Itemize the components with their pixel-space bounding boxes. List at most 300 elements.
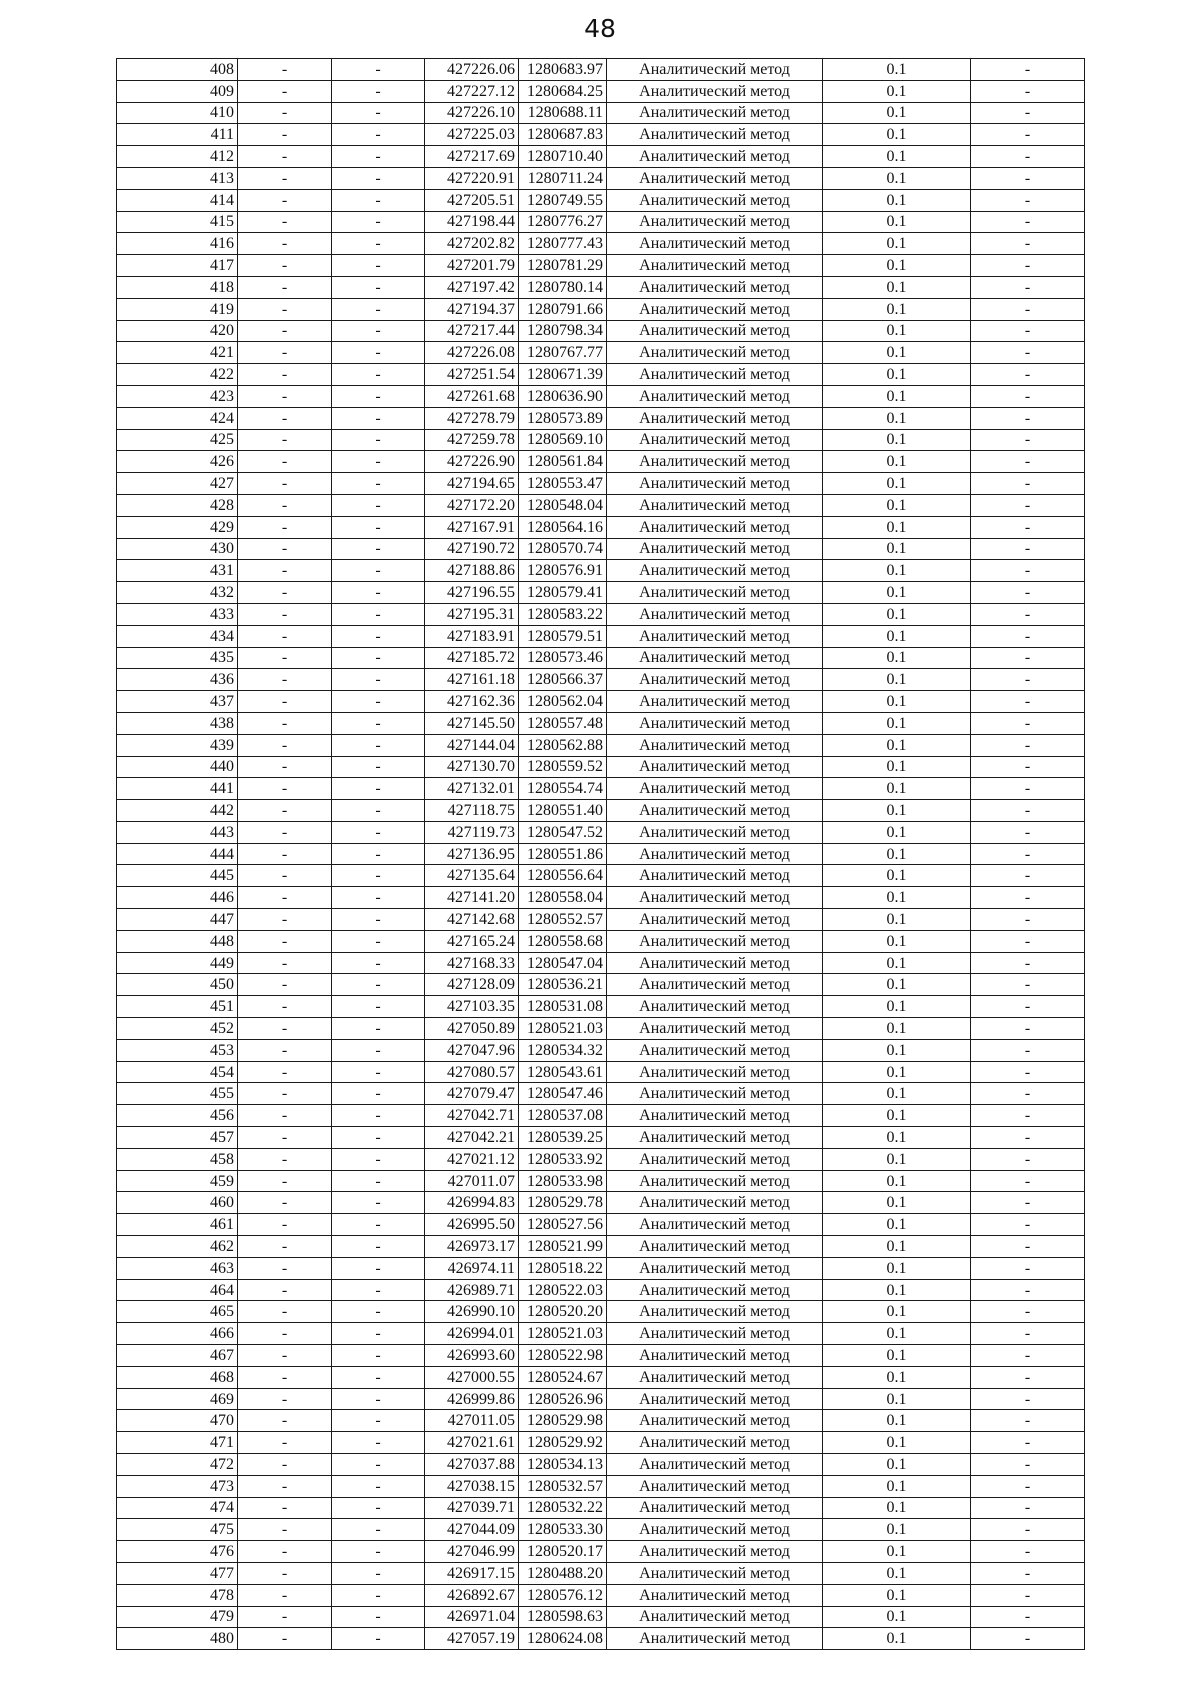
y-coordinate-cell: 1280522.03 [519,1279,607,1301]
old-y-cell: - [332,800,425,822]
x-coordinate-cell: 427165.24 [425,930,519,952]
y-coordinate-cell: 1280551.86 [519,843,607,865]
x-coordinate-cell: 426990.10 [425,1301,519,1323]
description-cell: - [971,582,1085,604]
accuracy-cell: 0.1 [823,80,971,102]
accuracy-cell: 0.1 [823,1388,971,1410]
method-cell: Аналитический метод [607,1301,823,1323]
point-number-cell: 473 [117,1475,238,1497]
y-coordinate-cell: 1280780.14 [519,276,607,298]
accuracy-cell: 0.1 [823,146,971,168]
point-number-cell: 419 [117,298,238,320]
old-y-cell: - [332,1257,425,1279]
x-coordinate-cell: 427197.42 [425,276,519,298]
x-coordinate-cell: 427119.73 [425,821,519,843]
y-coordinate-cell: 1280564.16 [519,516,607,538]
old-x-cell: - [238,909,332,931]
old-x-cell: - [238,102,332,124]
method-cell: Аналитический метод [607,1497,823,1519]
accuracy-cell: 0.1 [823,887,971,909]
old-x-cell: - [238,342,332,364]
table-row [117,429,1085,451]
table-row [117,407,1085,429]
old-x-cell: - [238,1562,332,1584]
old-x-cell: - [238,516,332,538]
accuracy-cell: 0.1 [823,952,971,974]
method-cell: Аналитический метод [607,1432,823,1454]
x-coordinate-cell: 427227.12 [425,80,519,102]
description-cell: - [971,734,1085,756]
y-coordinate-cell: 1280624.08 [519,1628,607,1650]
table-row [117,320,1085,342]
table-row [117,1628,1085,1650]
old-y-cell: - [332,909,425,931]
table-row [117,712,1085,734]
y-coordinate-cell: 1280576.12 [519,1584,607,1606]
description-cell: - [971,167,1085,189]
method-cell: Аналитический метод [607,59,823,81]
y-coordinate-cell: 1280562.04 [519,691,607,713]
description-cell: - [971,364,1085,386]
old-x-cell: - [238,582,332,604]
point-number-cell: 424 [117,407,238,429]
old-y-cell: - [332,647,425,669]
accuracy-cell: 0.1 [823,930,971,952]
old-y-cell: - [332,1541,425,1563]
y-coordinate-cell: 1280537.08 [519,1105,607,1127]
y-coordinate-cell: 1280527.56 [519,1214,607,1236]
point-number-cell: 434 [117,625,238,647]
accuracy-cell: 0.1 [823,364,971,386]
y-coordinate-cell: 1280579.41 [519,582,607,604]
table-row [117,625,1085,647]
old-y-cell: - [332,276,425,298]
table-row [117,1301,1085,1323]
y-coordinate-cell: 1280573.46 [519,647,607,669]
x-coordinate-cell: 426971.04 [425,1606,519,1628]
x-coordinate-cell: 427130.70 [425,756,519,778]
description-cell: - [971,1606,1085,1628]
old-y-cell: - [332,516,425,538]
table-row [117,451,1085,473]
point-number-cell: 422 [117,364,238,386]
point-number-cell: 414 [117,189,238,211]
old-x-cell: - [238,255,332,277]
x-coordinate-cell: 427201.79 [425,255,519,277]
x-coordinate-cell: 427217.44 [425,320,519,342]
y-coordinate-cell: 1280521.99 [519,1236,607,1258]
table-row [117,843,1085,865]
table-row [117,1410,1085,1432]
old-x-cell: - [238,1039,332,1061]
y-coordinate-cell: 1280534.13 [519,1454,607,1476]
accuracy-cell: 0.1 [823,1257,971,1279]
description-cell: - [971,756,1085,778]
old-y-cell: - [332,80,425,102]
point-number-cell: 446 [117,887,238,909]
old-y-cell: - [332,996,425,1018]
method-cell: Аналитический метод [607,843,823,865]
x-coordinate-cell: 427167.91 [425,516,519,538]
table-row [117,756,1085,778]
old-y-cell: - [332,429,425,451]
x-coordinate-cell: 427202.82 [425,233,519,255]
old-y-cell: - [332,298,425,320]
description-cell: - [971,1148,1085,1170]
accuracy-cell: 0.1 [823,211,971,233]
description-cell: - [971,712,1085,734]
y-coordinate-cell: 1280551.40 [519,800,607,822]
old-x-cell: - [238,1061,332,1083]
description-cell: - [971,255,1085,277]
accuracy-cell: 0.1 [823,1236,971,1258]
method-cell: Аналитический метод [607,1192,823,1214]
table-row [117,1366,1085,1388]
point-number-cell: 451 [117,996,238,1018]
point-number-cell: 440 [117,756,238,778]
description-cell: - [971,102,1085,124]
accuracy-cell: 0.1 [823,778,971,800]
table-row [117,1388,1085,1410]
point-number-cell: 428 [117,494,238,516]
x-coordinate-cell: 427021.61 [425,1432,519,1454]
old-x-cell: - [238,1170,332,1192]
description-cell: - [971,1192,1085,1214]
accuracy-cell: 0.1 [823,821,971,843]
x-coordinate-cell: 427261.68 [425,385,519,407]
y-coordinate-cell: 1280767.77 [519,342,607,364]
old-y-cell: - [332,167,425,189]
old-x-cell: - [238,451,332,473]
accuracy-cell: 0.1 [823,691,971,713]
y-coordinate-cell: 1280547.52 [519,821,607,843]
accuracy-cell: 0.1 [823,1584,971,1606]
old-y-cell: - [332,255,425,277]
old-x-cell: - [238,865,332,887]
table-row [117,167,1085,189]
accuracy-cell: 0.1 [823,1214,971,1236]
y-coordinate-cell: 1280749.55 [519,189,607,211]
x-coordinate-cell: 427145.50 [425,712,519,734]
method-cell: Аналитический метод [607,625,823,647]
method-cell: Аналитический метод [607,1562,823,1584]
accuracy-cell: 0.1 [823,1562,971,1584]
old-y-cell: - [332,756,425,778]
table-row [117,1192,1085,1214]
y-coordinate-cell: 1280687.83 [519,124,607,146]
description-cell: - [971,1628,1085,1650]
description-cell: - [971,1236,1085,1258]
method-cell: Аналитический метод [607,1170,823,1192]
description-cell: - [971,625,1085,647]
y-coordinate-cell: 1280526.96 [519,1388,607,1410]
point-number-cell: 421 [117,342,238,364]
old-x-cell: - [238,734,332,756]
y-coordinate-cell: 1280558.68 [519,930,607,952]
x-coordinate-cell: 427050.89 [425,1018,519,1040]
old-x-cell: - [238,560,332,582]
y-coordinate-cell: 1280529.92 [519,1432,607,1454]
old-x-cell: - [238,320,332,342]
old-x-cell: - [238,887,332,909]
accuracy-cell: 0.1 [823,429,971,451]
description-cell: - [971,451,1085,473]
old-y-cell: - [332,843,425,865]
point-number-cell: 430 [117,538,238,560]
accuracy-cell: 0.1 [823,1345,971,1367]
table-row [117,211,1085,233]
method-cell: Аналитический метод [607,1519,823,1541]
point-number-cell: 479 [117,1606,238,1628]
old-y-cell: - [332,1127,425,1149]
accuracy-cell: 0.1 [823,1039,971,1061]
method-cell: Аналитический метод [607,189,823,211]
point-number-cell: 429 [117,516,238,538]
description-cell: - [971,1497,1085,1519]
old-x-cell: - [238,385,332,407]
old-y-cell: - [332,1519,425,1541]
y-coordinate-cell: 1280776.27 [519,211,607,233]
method-cell: Аналитический метод [607,560,823,582]
point-number-cell: 450 [117,974,238,996]
old-y-cell: - [332,669,425,691]
accuracy-cell: 0.1 [823,560,971,582]
y-coordinate-cell: 1280529.78 [519,1192,607,1214]
old-x-cell: - [238,189,332,211]
description-cell: - [971,1366,1085,1388]
method-cell: Аналитический метод [607,211,823,233]
description-cell: - [971,298,1085,320]
description-cell: - [971,1214,1085,1236]
accuracy-cell: 0.1 [823,320,971,342]
table-row [117,582,1085,604]
description-cell: - [971,1127,1085,1149]
description-cell: - [971,800,1085,822]
old-y-cell: - [332,1323,425,1345]
old-y-cell: - [332,930,425,952]
accuracy-cell: 0.1 [823,843,971,865]
accuracy-cell: 0.1 [823,276,971,298]
x-coordinate-cell: 427183.91 [425,625,519,647]
table-row [117,385,1085,407]
old-x-cell: - [238,59,332,81]
point-number-cell: 455 [117,1083,238,1105]
old-x-cell: - [238,80,332,102]
method-cell: Аналитический метод [607,952,823,974]
description-cell: - [971,516,1085,538]
method-cell: Аналитический метод [607,821,823,843]
method-cell: Аналитический метод [607,865,823,887]
method-cell: Аналитический метод [607,887,823,909]
old-x-cell: - [238,429,332,451]
accuracy-cell: 0.1 [823,582,971,604]
table-row [117,1039,1085,1061]
point-number-cell: 423 [117,385,238,407]
accuracy-cell: 0.1 [823,167,971,189]
x-coordinate-cell: 427118.75 [425,800,519,822]
old-x-cell: - [238,996,332,1018]
x-coordinate-cell: 427190.72 [425,538,519,560]
table-row [117,1236,1085,1258]
method-cell: Аналитический метод [607,233,823,255]
y-coordinate-cell: 1280711.24 [519,167,607,189]
point-number-cell: 467 [117,1345,238,1367]
accuracy-cell: 0.1 [823,1519,971,1541]
table-row [117,1083,1085,1105]
point-number-cell: 469 [117,1388,238,1410]
x-coordinate-cell: 426989.71 [425,1279,519,1301]
point-number-cell: 456 [117,1105,238,1127]
table-row [117,1454,1085,1476]
old-x-cell: - [238,756,332,778]
point-number-cell: 438 [117,712,238,734]
old-y-cell: - [332,211,425,233]
y-coordinate-cell: 1280576.91 [519,560,607,582]
description-cell: - [971,1475,1085,1497]
point-number-cell: 448 [117,930,238,952]
old-x-cell: - [238,647,332,669]
accuracy-cell: 0.1 [823,1410,971,1432]
old-y-cell: - [332,1018,425,1040]
point-number-cell: 457 [117,1127,238,1149]
description-cell: - [971,1301,1085,1323]
description-cell: - [971,1562,1085,1584]
old-y-cell: - [332,734,425,756]
accuracy-cell: 0.1 [823,1192,971,1214]
old-x-cell: - [238,1497,332,1519]
x-coordinate-cell: 426892.67 [425,1584,519,1606]
method-cell: Аналитический метод [607,1366,823,1388]
old-x-cell: - [238,146,332,168]
table-row [117,1497,1085,1519]
table-body [117,59,1085,1650]
old-x-cell: - [238,669,332,691]
accuracy-cell: 0.1 [823,996,971,1018]
point-number-cell: 431 [117,560,238,582]
accuracy-cell: 0.1 [823,1541,971,1563]
method-cell: Аналитический метод [607,974,823,996]
y-coordinate-cell: 1280521.03 [519,1018,607,1040]
point-number-cell: 408 [117,59,238,81]
point-number-cell: 453 [117,1039,238,1061]
accuracy-cell: 0.1 [823,1606,971,1628]
point-number-cell: 470 [117,1410,238,1432]
description-cell: - [971,930,1085,952]
y-coordinate-cell: 1280671.39 [519,364,607,386]
point-number-cell: 436 [117,669,238,691]
x-coordinate-cell: 426995.50 [425,1214,519,1236]
table-row [117,800,1085,822]
y-coordinate-cell: 1280791.66 [519,298,607,320]
y-coordinate-cell: 1280561.84 [519,451,607,473]
method-cell: Аналитический метод [607,712,823,734]
accuracy-cell: 0.1 [823,1628,971,1650]
y-coordinate-cell: 1280683.97 [519,59,607,81]
method-cell: Аналитический метод [607,80,823,102]
y-coordinate-cell: 1280559.52 [519,756,607,778]
old-x-cell: - [238,1628,332,1650]
table-row [117,734,1085,756]
method-cell: Аналитический метод [607,734,823,756]
description-cell: - [971,1584,1085,1606]
old-x-cell: - [238,974,332,996]
point-number-cell: 409 [117,80,238,102]
x-coordinate-cell: 427259.78 [425,429,519,451]
old-x-cell: - [238,1584,332,1606]
table-row [117,821,1085,843]
x-coordinate-cell: 427128.09 [425,974,519,996]
point-number-cell: 461 [117,1214,238,1236]
method-cell: Аналитический метод [607,1323,823,1345]
point-number-cell: 459 [117,1170,238,1192]
old-x-cell: - [238,691,332,713]
description-cell: - [971,669,1085,691]
y-coordinate-cell: 1280532.22 [519,1497,607,1519]
table-row [117,1148,1085,1170]
old-y-cell: - [332,1454,425,1476]
y-coordinate-cell: 1280533.98 [519,1170,607,1192]
accuracy-cell: 0.1 [823,342,971,364]
method-cell: Аналитический метод [607,1388,823,1410]
y-coordinate-cell: 1280710.40 [519,146,607,168]
accuracy-cell: 0.1 [823,124,971,146]
old-y-cell: - [332,1061,425,1083]
old-x-cell: - [238,821,332,843]
y-coordinate-cell: 1280781.29 [519,255,607,277]
table-row [117,538,1085,560]
table-row [117,647,1085,669]
point-number-cell: 460 [117,1192,238,1214]
old-x-cell: - [238,1366,332,1388]
method-cell: Аналитический метод [607,385,823,407]
accuracy-cell: 0.1 [823,1279,971,1301]
point-number-cell: 475 [117,1519,238,1541]
old-x-cell: - [238,276,332,298]
description-cell: - [971,320,1085,342]
description-cell: - [971,1018,1085,1040]
description-cell: - [971,146,1085,168]
old-y-cell: - [332,407,425,429]
x-coordinate-cell: 427226.08 [425,342,519,364]
old-x-cell: - [238,473,332,495]
table-row [117,276,1085,298]
table-row [117,494,1085,516]
table-row [117,473,1085,495]
y-coordinate-cell: 1280533.30 [519,1519,607,1541]
x-coordinate-cell: 427161.18 [425,669,519,691]
point-number-cell: 478 [117,1584,238,1606]
accuracy-cell: 0.1 [823,1061,971,1083]
old-y-cell: - [332,1562,425,1584]
x-coordinate-cell: 427188.86 [425,560,519,582]
old-y-cell: - [332,233,425,255]
method-cell: Аналитический метод [607,778,823,800]
point-number-cell: 416 [117,233,238,255]
y-coordinate-cell: 1280488.20 [519,1562,607,1584]
y-coordinate-cell: 1280583.22 [519,603,607,625]
accuracy-cell: 0.1 [823,189,971,211]
old-x-cell: - [238,1148,332,1170]
x-coordinate-cell: 427037.88 [425,1454,519,1476]
x-coordinate-cell: 427135.64 [425,865,519,887]
description-cell: - [971,1323,1085,1345]
y-coordinate-cell: 1280518.22 [519,1257,607,1279]
old-x-cell: - [238,712,332,734]
description-cell: - [971,1388,1085,1410]
description-cell: - [971,996,1085,1018]
old-y-cell: - [332,451,425,473]
point-number-cell: 463 [117,1257,238,1279]
